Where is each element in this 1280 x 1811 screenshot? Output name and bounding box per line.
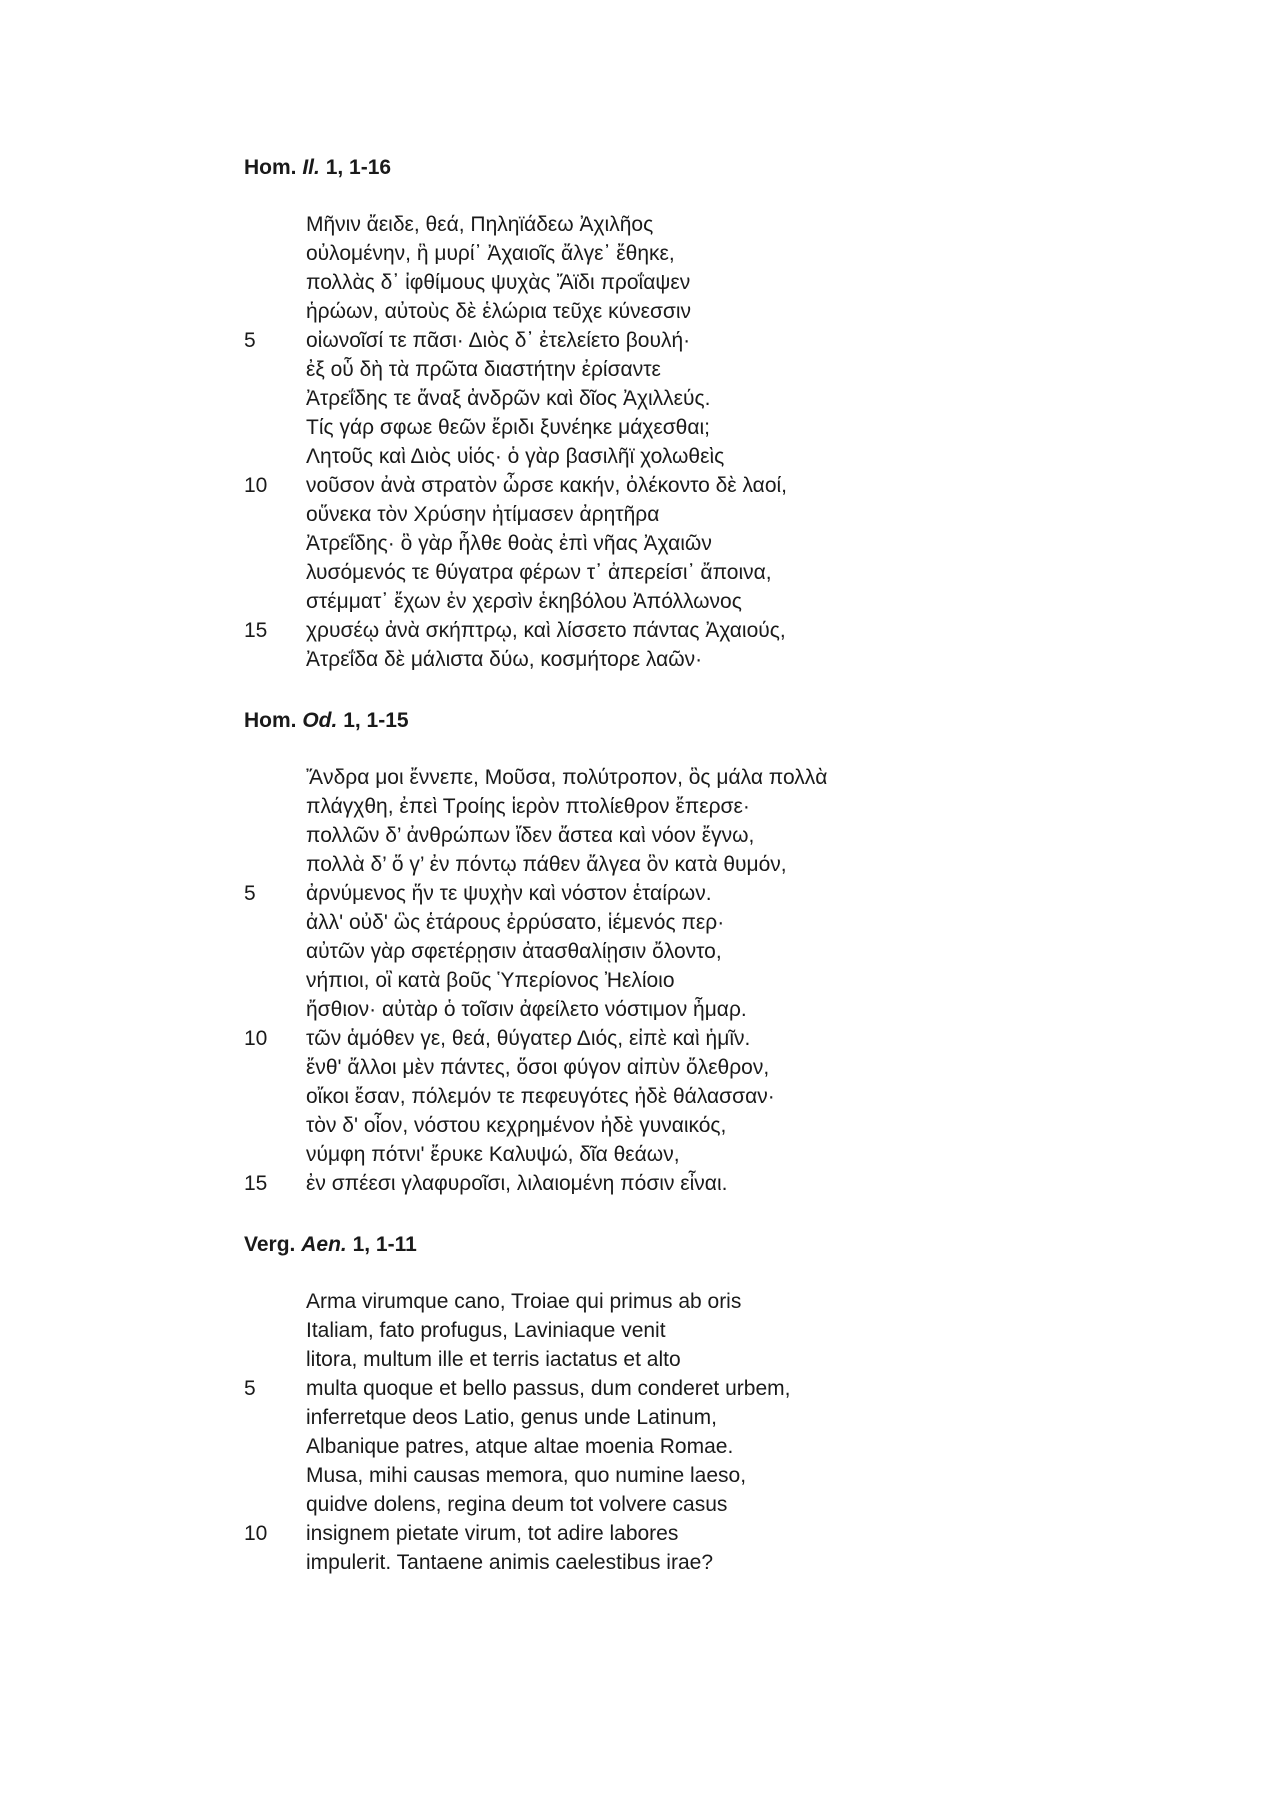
verse-text: τὸν δ' οἶον, νόστου κεχρημένον ἠδὲ γυναικός,: [306, 1114, 727, 1137]
verse-text: Τίς γάρ σφωε θεῶν ἔριδι ξυνέηκε μάχεσθαι;: [306, 416, 711, 439]
passage-heading: [244, 153, 1044, 182]
verse-line: [244, 1169, 1044, 1198]
verse-line: [244, 297, 1044, 326]
verse-text: στέμματ᾽ ἔχων ἐν χερσὶν ἑκηβόλου Ἀπόλλωνος: [306, 590, 742, 613]
verse-line: [244, 239, 1044, 268]
verse-text: inferretque deos Latio, genus unde Latinum,: [306, 1406, 717, 1429]
line-number: 5: [244, 882, 256, 905]
verse-text: Ἄνδρα μοι ἔννεπε, Μοῦσα, πολύτροπον, ὃς μάλα πολλὰ: [306, 766, 828, 789]
verse-line: [244, 384, 1044, 413]
line-number: 10: [244, 1522, 268, 1545]
verse-line: [244, 268, 1044, 297]
verse-line: [244, 210, 1044, 239]
reference: 1, 1-16: [325, 156, 392, 179]
verse-line: [244, 587, 1044, 616]
verse-block: [244, 763, 1044, 1198]
verse-line: [244, 821, 1044, 850]
verse-line: [244, 413, 1044, 442]
verse-text: quidve dolens, regina deum tot volvere casus: [306, 1493, 728, 1516]
verse-text: Albanique patres, atque altae moenia Romae.: [306, 1435, 734, 1458]
verse-line: [244, 937, 1044, 966]
verse-text: οὐλομένην, ἣ μυρί᾽ Ἀχαιοῖς ἄλγε᾽ ἔθηκε,: [306, 242, 675, 265]
verse-text: ἀλλ' οὐδ' ὣς ἑτάρους ἐρρύσατο, ἱέμενός περ·: [306, 911, 725, 934]
verse-line: [244, 1432, 1044, 1461]
verse-text: οἴκοι ἔσαν, πόλεμόν τε πεφευγότες ἠδὲ θάλασσαν·: [306, 1085, 775, 1108]
verse-line: [244, 616, 1044, 645]
reference: 1, 1-15: [343, 709, 409, 732]
verse-line: [244, 1548, 1044, 1577]
verse-line: [244, 1053, 1044, 1082]
verse-line: [244, 1316, 1044, 1345]
line-number: 15: [244, 1172, 268, 1195]
author: Hom.: [244, 156, 297, 179]
verse-text: πολλὰ δ’ ὅ γ’ ἐν πόντῳ πάθεν ἄλγεα ὃν κατὰ θυμόν,: [306, 853, 787, 876]
verse-text: ἀρνύμενος ἥν τε ψυχὴν καὶ νόστον ἑταίρων.: [306, 882, 712, 905]
verse-text: insignem pietate virum, tot adire labores: [306, 1522, 679, 1545]
line-number: 5: [244, 1377, 256, 1400]
passage-heading: [244, 1230, 1044, 1259]
verse-line: [244, 471, 1044, 500]
verse-line: [244, 1403, 1044, 1432]
verse-text: πολλῶν δ’ ἀνθρώπων ἴδεν ἄστεα καὶ νόον ἔγνω,: [306, 824, 755, 847]
verse-line: [244, 326, 1044, 355]
verse-text: ἤσθιον· αὐτὰρ ὁ τοῖσιν ἀφείλετο νόστιμον ἦμαρ.: [306, 998, 747, 1021]
passage-aeneid: [244, 1230, 1044, 1577]
verse-text: impulerit. Tantaene animis caelestibus irae?: [306, 1551, 713, 1574]
passage-heading: [244, 706, 1044, 735]
work-title: Od.: [302, 709, 338, 732]
verse-line: [244, 645, 1044, 674]
verse-line: [244, 1024, 1044, 1053]
verse-text: Λητοῦς καὶ Διὸς υἱός· ὁ γὰρ βασιλῆϊ χολωθεὶς: [306, 445, 725, 468]
verse-text: ἔνθ' ἄλλοι μὲν πάντες, ὅσοι φύγον αἰπὺν ὄλεθρον,: [306, 1056, 770, 1079]
work-title: Aen.: [301, 1233, 347, 1256]
verse-text: ἡρώων, αὐτοὺς δὲ ἑλώρια τεῦχε κύνεσσιν: [306, 300, 692, 323]
verse-line: [244, 850, 1044, 879]
verse-text: Ἀτρεΐδης τε ἄναξ ἀνδρῶν καὶ δῖος Ἀχιλλεύς.: [306, 387, 711, 410]
passage-odyssey: [244, 706, 1044, 1198]
verse-text: Musa, mihi causas memora, quo numine laeso,: [306, 1464, 747, 1487]
verse-line: [244, 529, 1044, 558]
verse-text: Italiam, fato profugus, Laviniaque venit: [306, 1319, 666, 1342]
verse-text: ἐν σπέεσι γλαφυροῖσι, λιλαιομένη πόσιν εἶναι.: [306, 1172, 728, 1195]
verse-text: νήπιοι, οἳ κατὰ βοῦς Ὑπερίονος Ἠελίοιο: [306, 969, 675, 992]
verse-line: [244, 1461, 1044, 1490]
verse-line: [244, 1490, 1044, 1519]
verse-text: αὐτῶν γὰρ σφετέρῃσιν ἀτασθαλίῃσιν ὄλοντο,: [306, 940, 722, 963]
verse-line: [244, 879, 1044, 908]
verse-text: ἐξ οὗ δὴ τὰ πρῶτα διαστήτην ἐρίσαντε: [306, 358, 661, 381]
verse-text: οὕνεκα τὸν Χρύσην ἠτίμασεν ἀρητῆρα: [306, 503, 660, 526]
line-number: 10: [244, 474, 268, 497]
reference: 1, 1-11: [352, 1233, 417, 1256]
passage-iliad: [244, 153, 1044, 674]
author: Verg.: [244, 1233, 296, 1256]
verse-line: [244, 792, 1044, 821]
verse-text: multa quoque et bello passus, dum conderet urbem,: [306, 1377, 791, 1400]
verse-text: νοῦσον ἀνὰ στρατὸν ὦρσε κακήν, ὀλέκοντο δὲ λαοί,: [306, 474, 788, 497]
verse-line: [244, 1345, 1044, 1374]
verse-text: οἰωνοῖσί τε πᾶσι· Διὸς δ᾽ ἐτελείετο βουλή·: [306, 329, 691, 352]
verse-text: νύμφη πότνι' ἔρυκε Καλυψώ, δῖα θεάων,: [306, 1143, 680, 1166]
verse-text: λυσόμενός τε θύγατρα φέρων τ᾽ ἀπερείσι᾽ ἄποινα,: [306, 561, 772, 584]
verse-line: [244, 908, 1044, 937]
verse-text: πολλὰς δ᾽ ἰφθίμους ψυχὰς Ἄϊδι προΐαψεν: [306, 271, 691, 294]
verse-text: Ἀτρεΐδα δὲ μάλιστα δύω, κοσμήτορε λαῶν·: [306, 648, 703, 671]
verse-line: [244, 1374, 1044, 1403]
line-number: 15: [244, 619, 268, 642]
verse-line: [244, 966, 1044, 995]
verse-text: χρυσέῳ ἀνὰ σκήπτρῳ, καὶ λίσσετο πάντας Ἀχαιούς,: [306, 619, 786, 642]
verse-text: πλάγχθη, ἐπεὶ Τροίης ἱερὸν πτολίεθρον ἔπερσε·: [306, 795, 750, 818]
verse-text: Μῆνιν ἄειδε, θεά, Πηληϊάδεω Ἀχιλῆος: [306, 213, 654, 236]
verse-line: [244, 355, 1044, 384]
verse-text: τῶν ἁμόθεν γε, θεά, θύγατερ Διός, εἰπὲ καὶ ἡμῖν.: [306, 1027, 751, 1050]
verse-line: [244, 1082, 1044, 1111]
verse-line: [244, 763, 1044, 792]
verse-text: litora, multum ille et terris iactatus et alto: [306, 1348, 681, 1371]
work-title: Il.: [302, 156, 320, 179]
verse-line: [244, 995, 1044, 1024]
verse-block: [244, 1287, 1044, 1577]
verse-line: [244, 500, 1044, 529]
verse-line: [244, 442, 1044, 471]
verse-line: [244, 1287, 1044, 1316]
verse-line: [244, 1111, 1044, 1140]
verse-line: [244, 558, 1044, 587]
author: Hom.: [244, 709, 297, 732]
verse-line: [244, 1140, 1044, 1169]
verse-line: [244, 1519, 1044, 1548]
verse-text: Arma virumque cano, Troiae qui primus ab oris: [306, 1290, 742, 1313]
verse-block: [244, 210, 1044, 674]
line-number: 5: [244, 329, 256, 352]
line-number: 10: [244, 1027, 268, 1050]
verse-text: Ἀτρεΐδης· ὃ γὰρ ἦλθε θοὰς ἐπὶ νῆας Ἀχαιῶν: [306, 532, 712, 555]
